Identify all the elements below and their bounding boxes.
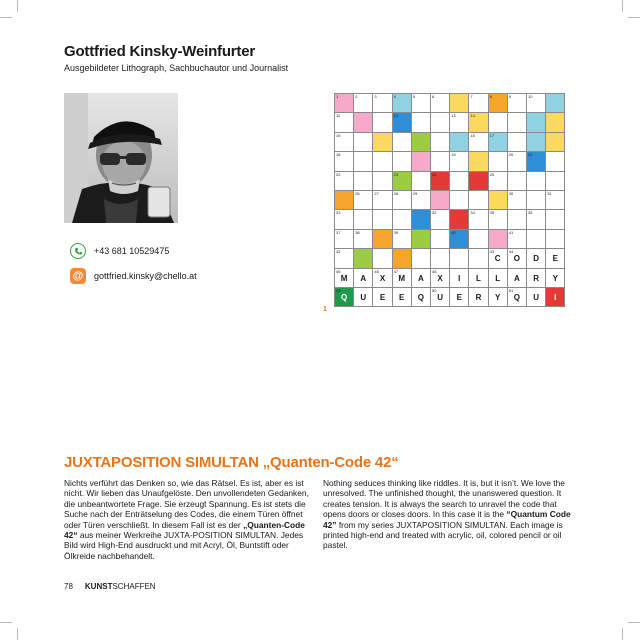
crossword-cell <box>507 287 527 307</box>
crossword-cell <box>545 287 565 307</box>
crossword-cell <box>545 248 565 268</box>
contact-email <box>70 268 197 284</box>
crossword-cell <box>372 151 392 171</box>
cell-number: 15 <box>336 132 341 138</box>
crossword-cell <box>545 268 565 288</box>
cell-number: 16 <box>470 132 475 138</box>
cell-letter: E <box>379 293 386 302</box>
crossword-cell <box>372 209 392 229</box>
cell-letter: L <box>495 273 501 283</box>
cell-letter: Y <box>552 273 558 283</box>
crossword-cell <box>545 93 565 113</box>
at-icon: @ <box>70 268 86 284</box>
crossword-cell <box>545 112 565 132</box>
crossword-cell <box>430 132 450 152</box>
cell-letter: O <box>513 254 520 264</box>
crossword-cell <box>334 93 354 113</box>
crop-mark <box>17 0 18 12</box>
crossword-cell <box>353 93 373 113</box>
cell-letter: E <box>456 293 462 302</box>
crossword-cell <box>449 287 469 307</box>
german-text-start: Nichts verführt das Denken so, wie das Rätsel. Es ist, aber es ist nicht. Wir lieben das Unaufgelöste. Den unvollendeten Gedanken, die unbeantwortete Frage. Sie erzeugt Spannung. Es ist stets die Suche nach der Enträtselung des Codes, die einem Türen öffnet oder Türen verschließt. In diesem Fall ist es der <box>64 478 309 530</box>
cell-number: 27 <box>374 191 379 196</box>
crossword-cell <box>372 132 392 152</box>
crossword-cell <box>507 268 527 288</box>
cell-number: 32 <box>432 210 437 216</box>
cell-number: 1 <box>336 94 339 99</box>
crossword-cell <box>449 151 469 171</box>
crossword-cell <box>334 209 354 229</box>
crossword-cell <box>430 229 450 249</box>
crossword-cell <box>468 248 488 268</box>
cell-number: 31 <box>547 191 552 196</box>
crossword-cell <box>334 151 354 171</box>
cell-number: 14 <box>470 113 475 119</box>
crossword-cell <box>488 112 508 132</box>
contact-phone <box>70 243 169 259</box>
crossword-cell <box>334 190 354 210</box>
cell-number: 37 <box>336 229 341 235</box>
crossword-cell <box>468 112 488 132</box>
crossword-cell <box>507 229 527 249</box>
cell-letter: I <box>458 273 461 283</box>
crossword-cell <box>353 190 373 210</box>
crossword-cell <box>372 287 392 307</box>
crossword-cell <box>468 209 488 229</box>
crossword-cell <box>545 190 565 210</box>
crossword-cell <box>353 209 373 229</box>
crop-mark <box>628 17 640 18</box>
crossword-cell <box>449 229 469 249</box>
crop-mark <box>622 0 623 12</box>
cell-number: 28 <box>393 191 399 196</box>
crossword-cell <box>392 190 412 210</box>
cell-number: 2 <box>355 94 358 99</box>
cell-number: 18 <box>336 152 341 158</box>
cell-number: 24 <box>432 171 437 177</box>
crossword-cell <box>545 151 565 171</box>
crossword-cell <box>449 112 469 132</box>
author-name: Gottfried Kinsky-Weinfurter <box>64 43 256 60</box>
crossword-cell <box>372 268 392 288</box>
cell-number: 23 <box>393 171 399 177</box>
crossword-cell <box>526 171 546 191</box>
crop-mark <box>17 628 18 640</box>
crossword-cell <box>372 190 392 210</box>
cell-number: 13 <box>451 113 456 119</box>
crossword-cell <box>334 171 354 191</box>
cell-number: 7 <box>470 94 473 99</box>
crossword-cell <box>526 268 546 288</box>
cell-number: 38 <box>355 229 360 235</box>
crossword-cell <box>392 209 412 229</box>
cell-number: 5 <box>412 94 416 99</box>
crossword-cell <box>449 132 469 152</box>
crop-mark <box>622 628 623 640</box>
email-address[interactable]: gottfried.kinsky@chello.at <box>94 271 197 281</box>
phone-number[interactable]: +43 681 10529475 <box>94 246 170 256</box>
cell-letter: A <box>360 273 367 283</box>
crossword-cell <box>507 171 527 191</box>
crossword-cell <box>411 190 431 210</box>
crossword-cell <box>411 171 431 191</box>
crossword-cell <box>392 229 412 249</box>
crossword-cell <box>526 93 546 113</box>
crossword-cell <box>468 190 488 210</box>
crop-mark <box>0 17 12 18</box>
cell-letter: Y <box>495 293 501 302</box>
cell-number: 11 <box>336 113 341 119</box>
crossword-cell <box>334 229 354 249</box>
cell-number: 19 <box>451 152 456 158</box>
crossword-cell <box>392 93 412 113</box>
cell-number: 44 <box>508 249 514 255</box>
crossword-cell <box>411 268 431 288</box>
crossword-cell <box>411 209 431 229</box>
cell-number: 49 <box>336 288 341 293</box>
crop-mark <box>628 622 640 623</box>
cell-number: 30 <box>508 191 514 196</box>
crossword-cell <box>392 248 412 268</box>
crossword-cell <box>372 171 392 191</box>
crossword-cell <box>392 287 412 307</box>
cell-number: 25 <box>489 171 495 177</box>
brand-bold: KUNST <box>84 582 113 591</box>
article-text-german <box>64 478 314 561</box>
crossword-cell <box>411 132 431 152</box>
cell-number: 48 <box>432 268 437 274</box>
crossword-cell <box>353 229 373 249</box>
crossword-cell <box>526 151 546 171</box>
cell-letter: R <box>533 273 539 283</box>
crossword-cell <box>468 171 488 191</box>
crossword-cell <box>545 132 565 152</box>
crossword-cell <box>334 132 354 152</box>
cell-number: 41 <box>508 229 514 235</box>
cell-number: 46 <box>374 268 379 274</box>
crossword-cell <box>411 248 431 268</box>
cell-number: 6 <box>432 94 435 99</box>
crossword-cell <box>526 287 546 307</box>
cell-letter: X <box>379 273 386 283</box>
crossword-cell <box>411 151 431 171</box>
cell-number: 36 <box>528 210 533 216</box>
crossword-cell <box>411 229 431 249</box>
crossword-cell <box>526 112 546 132</box>
cell-letter: Q <box>340 293 348 302</box>
crossword-cell <box>507 190 527 210</box>
cell-number: 43 <box>489 249 495 255</box>
page-number: 78 <box>64 582 73 591</box>
cell-number: 17 <box>489 132 495 138</box>
cell-number: 40 <box>451 229 456 235</box>
crossword-cell <box>392 151 412 171</box>
cell-number: 26 <box>355 191 360 196</box>
crossword-cell <box>526 132 546 152</box>
cell-number: 3 <box>374 94 377 99</box>
crossword-cell <box>372 229 392 249</box>
cell-letter: U <box>360 293 367 302</box>
crossword-cell <box>334 248 354 268</box>
cell-number: 47 <box>393 268 399 274</box>
crossword-cell <box>353 248 373 268</box>
cell-letter: U <box>533 293 539 302</box>
cell-letter: R <box>475 293 482 302</box>
cell-number: 50 <box>432 288 437 293</box>
crossword-cell <box>392 132 412 152</box>
crossword-cell <box>507 93 527 113</box>
english-title-bold: “Quantum Code 42” <box>323 509 571 530</box>
author-subtitle: Ausgebildeter Lithograph, Sachbuchautor und Journalist <box>64 63 289 73</box>
crossword-cell <box>449 248 469 268</box>
crossword-cell <box>488 229 508 249</box>
crossword-cell <box>507 151 527 171</box>
cell-letter: A <box>418 273 424 283</box>
cell-number: 51 <box>508 288 514 293</box>
crossword-cell <box>449 190 469 210</box>
crossword-cell <box>430 287 450 307</box>
cell-number: 33 <box>336 210 341 216</box>
cell-number: 12 <box>393 113 399 119</box>
crop-mark <box>0 622 12 623</box>
crossword-cell <box>545 229 565 249</box>
cell-number: 39 <box>393 229 399 235</box>
cell-letter: X <box>437 273 443 283</box>
cell-letter: M <box>398 273 406 283</box>
author-portrait <box>64 93 178 223</box>
crossword-cell <box>372 112 392 132</box>
crossword-cell <box>488 132 508 152</box>
crossword-cell <box>353 287 373 307</box>
crossword-cell <box>545 209 565 229</box>
brand-rest: SCHAFFEN <box>112 582 156 591</box>
page-footer <box>64 582 156 591</box>
crossword-cell <box>411 93 431 113</box>
crossword-cell <box>526 248 546 268</box>
crossword-cell <box>507 209 527 229</box>
crossword-cell <box>488 190 508 210</box>
crossword-cell <box>430 190 450 210</box>
crossword-cell <box>488 93 508 113</box>
crossword-cell <box>411 287 431 307</box>
crossword-cell <box>468 93 488 113</box>
crossword-cell <box>430 248 450 268</box>
cell-number: 10 <box>528 94 533 99</box>
german-text-end: aus meiner Werkreihe JUXTA-POSITION SIMULTAN. Jedes Bild wird High-End ausdruckt und mit Acryl, Öl, Buntstift oder Ölkreide nachbehandelt. <box>64 530 304 561</box>
cell-letter: E <box>552 254 558 264</box>
crossword-cell <box>449 209 469 229</box>
crossword-cell <box>353 171 373 191</box>
cell-letter: Q <box>513 293 520 302</box>
crossword-cell <box>468 287 488 307</box>
english-text-end: from my series JUXTAPOSITION SIMULTAN. Each image is printed high-end and treated with acrylic, oil, colored pencil or oil pastel. <box>323 519 563 551</box>
cell-letter: E <box>399 293 405 302</box>
crossword-cell <box>468 132 488 152</box>
cell-number: 20 <box>508 152 514 158</box>
crossword-cell <box>334 268 354 288</box>
crossword-cell <box>488 287 508 307</box>
german-title-bold: „Quanten-Code 42“ <box>64 519 305 541</box>
cell-letter: L <box>476 273 481 283</box>
cell-letter: A <box>514 273 520 283</box>
crossword-cell <box>392 268 412 288</box>
crossword-cell <box>488 171 508 191</box>
crossword-cell <box>334 112 354 132</box>
crossword-cell <box>334 287 354 307</box>
crossword-cell <box>449 171 469 191</box>
crossword-cell <box>430 171 450 191</box>
crossword-cell <box>488 248 508 268</box>
cell-number: 21 <box>528 152 533 158</box>
crossword-cell <box>430 268 450 288</box>
crossword-cell <box>449 268 469 288</box>
cell-number: 34 <box>470 210 475 216</box>
crossword-cell <box>507 112 527 132</box>
crossword-cell <box>353 151 373 171</box>
cell-number: 29 <box>412 191 418 196</box>
row-marker: 1 <box>323 306 327 313</box>
cell-number: 9 <box>508 94 512 99</box>
cell-letter: I <box>554 293 557 302</box>
cell-letter: D <box>533 254 539 264</box>
crossword-cell <box>353 112 373 132</box>
crossword-cell <box>468 268 488 288</box>
crossword-cell <box>430 151 450 171</box>
crossword-cell <box>430 93 450 113</box>
crossword-cell <box>488 268 508 288</box>
crossword-cell <box>488 209 508 229</box>
crossword-cell <box>411 112 431 132</box>
crossword-cell <box>392 112 412 132</box>
crossword-cell <box>430 112 450 132</box>
crossword-cell <box>468 229 488 249</box>
phone-icon <box>70 243 86 259</box>
crossword-cell <box>353 268 373 288</box>
crossword-cell <box>488 151 508 171</box>
cell-number: 45 <box>336 268 341 274</box>
cell-number: 8 <box>489 94 492 99</box>
cell-letter: U <box>437 293 443 302</box>
cell-number: 42 <box>336 249 341 255</box>
english-text-start: Nothing seduces thinking like riddles. It is, but it isn’t. We love the unresolved. The unfinished thought, the unanswered question. It creates tension. It is always the search to unravel the code that opens doors or closes doors. In this case it is the <box>323 478 565 520</box>
cell-letter: M <box>340 273 348 283</box>
crossword-cell <box>507 248 527 268</box>
cell-number: 22 <box>336 171 341 177</box>
crossword-cell <box>449 93 469 113</box>
crossword-cell <box>353 132 373 152</box>
crossword-cell <box>526 209 546 229</box>
crossword-cell <box>526 190 546 210</box>
cell-letter: C <box>494 254 501 264</box>
crossword-cell <box>507 132 527 152</box>
crossword-cell <box>372 93 392 113</box>
crossword-cell <box>545 171 565 191</box>
crossword-cell <box>392 171 412 191</box>
crossword-cell <box>468 151 488 171</box>
cell-number: 35 <box>489 210 495 216</box>
cell-number: 4 <box>393 94 396 99</box>
article-headline: JUXTAPOSITION SIMULTAN „Quanten-Code 42“ <box>64 454 399 471</box>
crossword-cell <box>526 229 546 249</box>
article-text-english <box>323 478 573 551</box>
cell-letter: Q <box>417 293 424 302</box>
crossword-cell <box>430 209 450 229</box>
crossword-cell <box>372 248 392 268</box>
